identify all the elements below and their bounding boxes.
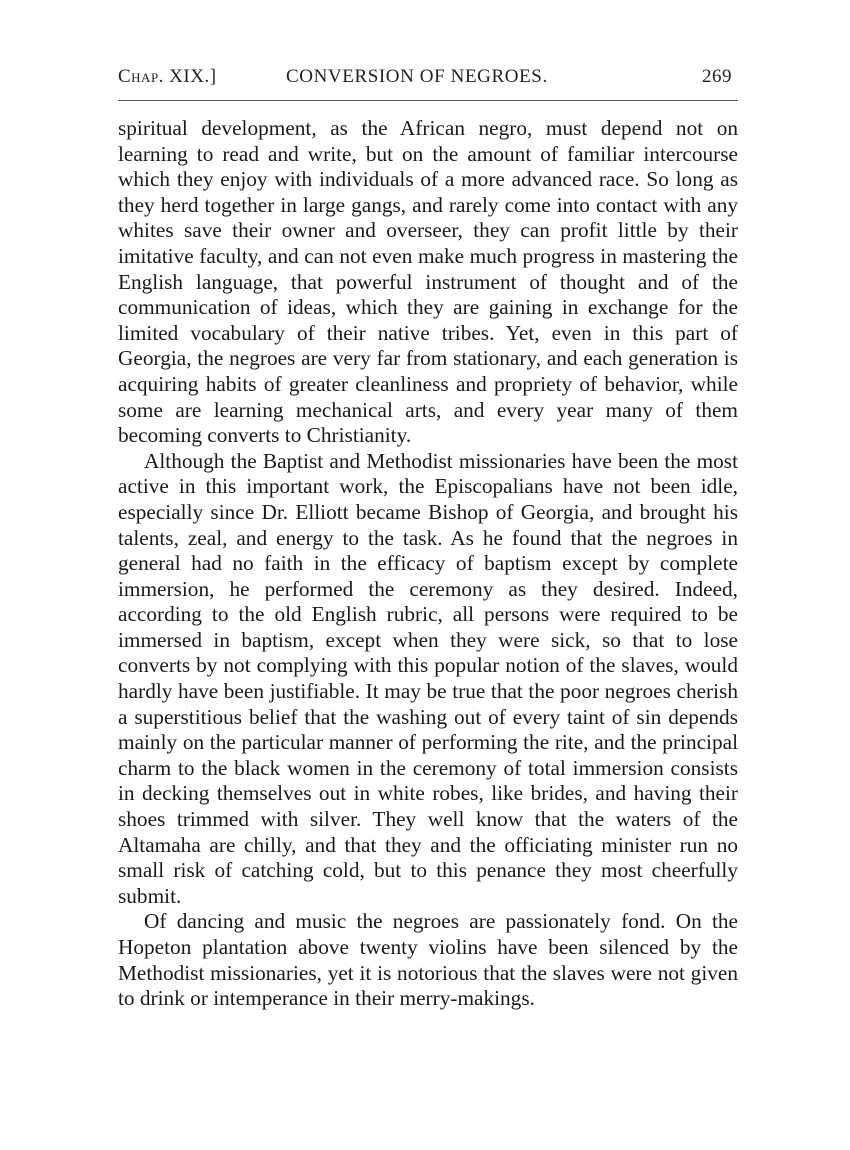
body-text <box>118 116 738 1012</box>
running-head <box>118 62 738 90</box>
paragraph-3: Of dancing and music the negroes are passionately fond. On the Hopeton plantation above twenty violins have been silenced by the Methodist missionaries, yet it is notorious that the slaves were not given to drink or intemperance in their merry-makings. <box>118 909 738 1011</box>
paragraph-2: Although the Baptist and Methodist missionaries have been the most active in this important work, the Episcopalians have not been idle, especially since Dr. Elliott became Bishop of Georgia, and brought his talents, zeal, and energy to the task. As he found that the negroes in general had no faith in the efficacy of baptism except by complete immersion, he performed the ceremony as they desired. Indeed, according to the old English rubric, all persons were required to be immersed in baptism, except when they were sick, so that to lose converts by not complying with this popular notion of the slaves, would hardly have been justifiable. It may be true that the poor negroes cherish a superstitious belief that the washing out of every taint of sin depends mainly on the particular manner of performing the rite, and the principal charm to the black women in the ceremony of total immersion consists in decking themselves out in white robes, like brides, and having their shoes trimmed with silver. They well know that the waters of the Altamaha are chilly, and that they and the officiating minister run no small risk of catching cold, but to this penance they most cheerfully submit. <box>118 448 738 908</box>
paragraph-1: spiritual development, as the African negro, must depend not on learning to read and write, but on the amount of familiar intercourse which they enjoy with individuals of a more advanced race. So long as they herd together in large gangs, and rarely come into contact with any whites save their owner and overseer, they can profit little by their imitative faculty, and can not even make much progress in mastering the English language, that powerful instrument of thought and of the communication of ideas, which they are gaining in exchange for the limited vocabulary of their native tribes. Yet, even in this part of Georgia, the negroes are very far from stationary, and each generation is acquiring habits of greater cleanliness and propriety of behavior, while some are learning mechanical arts, and every year many of them becoming converts to Christianity. <box>118 116 738 448</box>
chapter-label: Chap. XIX.] <box>118 66 217 87</box>
book-page <box>118 62 738 1011</box>
header-rule <box>118 100 738 101</box>
running-title: CONVERSION OF NEGROES. <box>286 66 548 87</box>
page-number: 269 <box>702 66 732 87</box>
